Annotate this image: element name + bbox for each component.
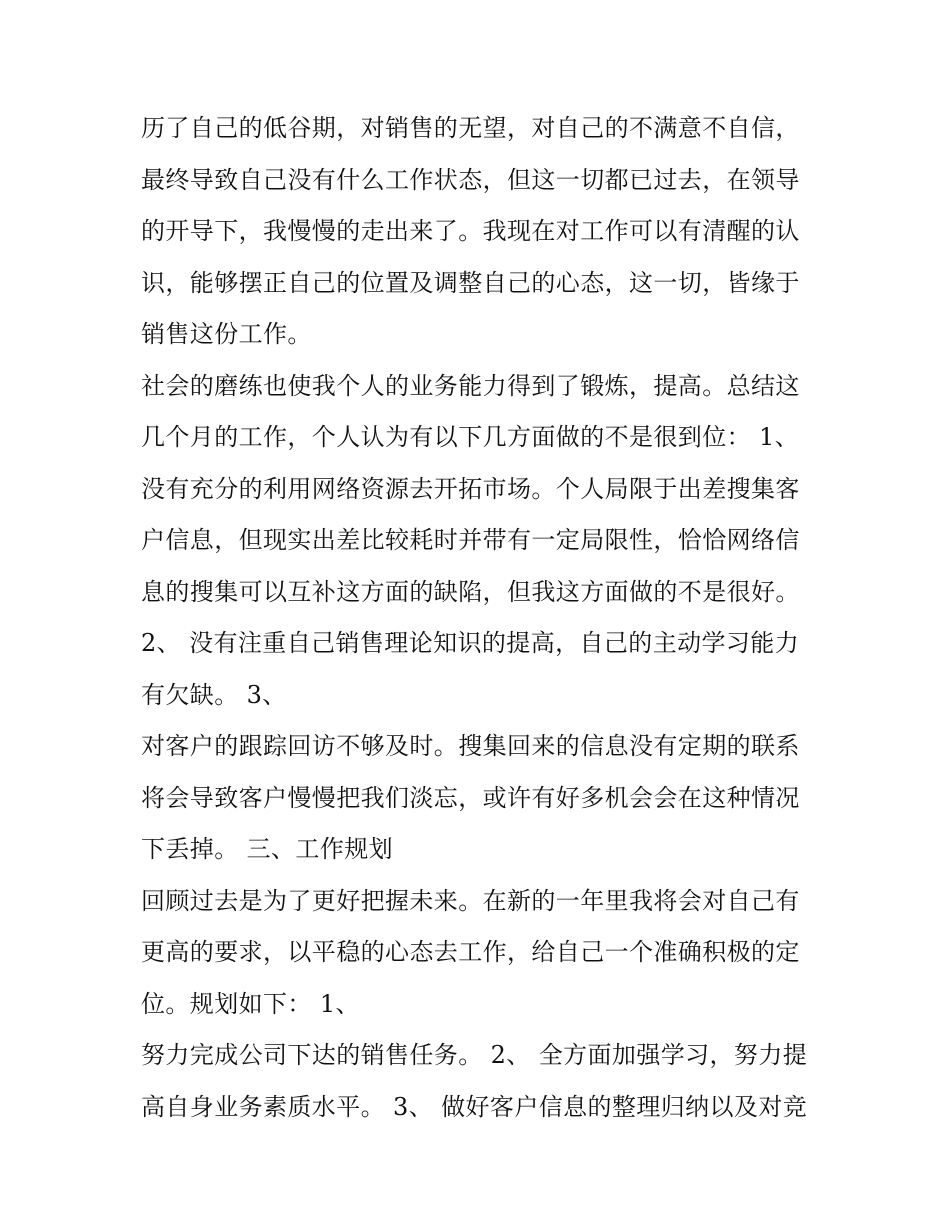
text-line: 位。规划如下： 1、	[141, 989, 360, 1018]
text-line: 社会的磨练也使我个人的业务能力得到了锻炼，提高。总结这	[141, 371, 800, 400]
text-line: 没有充分的利用网络资源去开拓市场。个人局限于出差搜集客	[141, 474, 800, 503]
text-line: 几个月的工作，个人认为有以下几方面做的不是很到位： 1、	[141, 423, 800, 451]
text-line: 将会导致客户慢慢把我们淡忘，或许有好多机会会在这种情况	[141, 783, 800, 812]
text-line: 的开导下，我慢慢的走出来了。我现在对工作可以有清醒的认	[141, 217, 800, 245]
text-line: 高自身业务素质水平。 3、 做好客户信息的整理归纳以及对竞	[141, 1092, 808, 1121]
text-line: 下丢掉。 三、工作规划	[141, 835, 394, 863]
body-text	[141, 103, 821, 1133]
text-line: 有欠缺。 3、	[141, 680, 287, 709]
text-line: 2、 没有注重自己销售理论知识的提高，自己的主动学习能力	[141, 629, 800, 657]
text-line: 户信息，但现实出差比较耗时并带有一定局限性，恰恰网络信	[141, 526, 800, 554]
text-line: 努力完成公司下达的销售任务。 2、 全方面加强学习，努力提	[141, 1041, 808, 1069]
text-line: 识，能够摆正自己的位置及调整自己的心态，这一切，皆缘于	[141, 268, 800, 297]
text-line: 息的搜集可以互补这方面的缺陷，但我这方面做的不是很好。	[141, 577, 800, 606]
text-line: 最终导致自己没有什么工作状态，但这一切都已过去，在领导	[141, 165, 800, 194]
text-line: 对客户的跟踪回访不够及时。搜集回来的信息没有定期的联系	[141, 732, 800, 760]
text-line: 历了自己的低谷期，对销售的无望，对自己的不满意不自信，	[141, 114, 800, 142]
text-line: 更高的要求，以平稳的心态去工作，给自己一个准确积极的定	[141, 938, 800, 966]
text-line: 回顾过去是为了更好把握未来。在新的一年里我将会对自己有	[141, 886, 800, 915]
text-line: 销售这份工作。	[141, 320, 312, 348]
